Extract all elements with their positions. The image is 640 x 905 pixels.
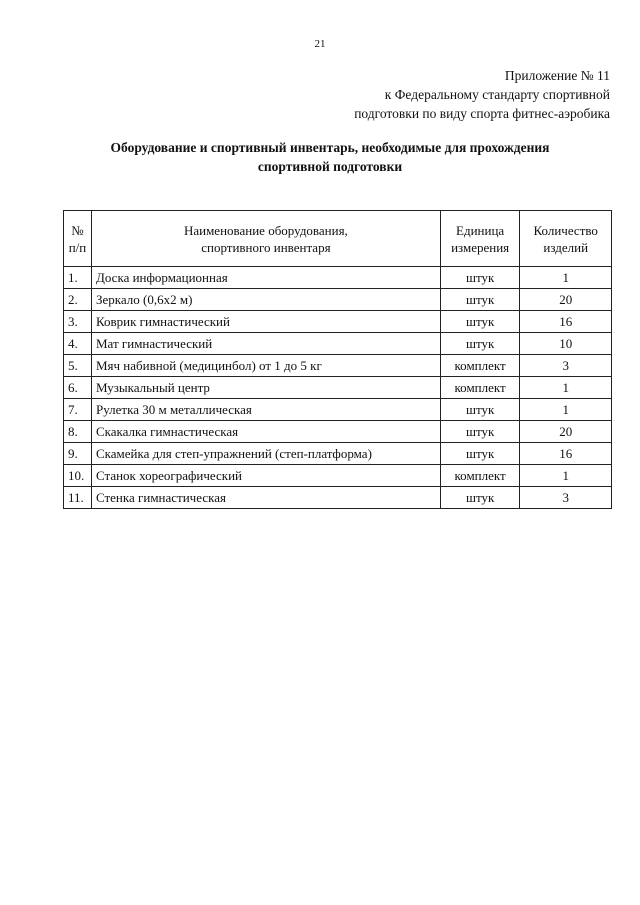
row-number: 9. <box>64 443 92 465</box>
row-unit: штук <box>440 267 520 289</box>
header-name-line-2: спортивного инвентаря <box>201 239 331 255</box>
row-name: Стенка гимнастическая <box>91 487 440 509</box>
title-line-1: Оборудование и спортивный инвентарь, необходимые для прохождения <box>110 140 550 155</box>
table-header-row <box>64 211 612 267</box>
row-unit: штук <box>440 487 520 509</box>
header-unit-line-1: Единица <box>456 222 505 238</box>
table-row <box>64 421 612 443</box>
row-unit: комплект <box>440 355 520 377</box>
table-row <box>64 487 612 509</box>
row-number: 10. <box>64 465 92 487</box>
table-row <box>64 377 612 399</box>
header-quantity-line-1: Количество <box>533 222 598 238</box>
inventory-table <box>63 210 612 509</box>
row-quantity: 10 <box>520 333 612 355</box>
row-number: 7. <box>64 399 92 421</box>
appendix-reference <box>354 66 610 123</box>
row-name: Рулетка 30 м металлическая <box>91 399 440 421</box>
row-number: 2. <box>64 289 92 311</box>
header-name <box>91 211 440 267</box>
page-number: 21 <box>314 38 326 50</box>
row-name: Зеркало (0,6х2 м) <box>91 289 440 311</box>
row-name: Скакалка гимнастическая <box>91 421 440 443</box>
row-quantity: 16 <box>520 443 612 465</box>
row-name: Станок хореографический <box>91 465 440 487</box>
row-unit: штук <box>440 421 520 443</box>
row-unit: штук <box>440 333 520 355</box>
table-row <box>64 355 612 377</box>
header-quantity-line-2: изделий <box>543 239 589 255</box>
table-row <box>64 399 612 421</box>
header-number-line-2: п/п <box>68 239 87 255</box>
table-row <box>64 311 612 333</box>
header-unit-line-2: измерения <box>451 239 510 255</box>
row-number: 8. <box>64 421 92 443</box>
header-quantity <box>520 211 612 267</box>
row-unit: комплект <box>440 465 520 487</box>
row-quantity: 3 <box>520 487 612 509</box>
row-quantity: 20 <box>520 289 612 311</box>
appendix-line-1: Приложение № 11 <box>504 68 610 83</box>
row-number: 1. <box>64 267 92 289</box>
row-name: Скамейка для степ-упражнений (степ-платформа) <box>91 443 440 465</box>
table-row <box>64 289 612 311</box>
row-name: Доска информационная <box>91 267 440 289</box>
row-number: 11. <box>64 487 92 509</box>
row-number: 4. <box>64 333 92 355</box>
header-unit <box>440 211 520 267</box>
row-name: Коврик гимнастический <box>91 311 440 333</box>
row-quantity: 16 <box>520 311 612 333</box>
row-unit: штук <box>440 311 520 333</box>
header-number <box>64 211 92 267</box>
row-quantity: 1 <box>520 267 612 289</box>
title-line-2: спортивной подготовки <box>257 159 403 174</box>
row-unit: штук <box>440 399 520 421</box>
header-name-line-1: Наименование оборудования, <box>183 222 348 238</box>
row-name: Мяч набивной (медицинбол) от 1 до 5 кг <box>91 355 440 377</box>
table-row <box>64 267 612 289</box>
row-name: Музыкальный центр <box>91 377 440 399</box>
row-unit: штук <box>440 289 520 311</box>
row-quantity: 3 <box>520 355 612 377</box>
appendix-line-2: к Федеральному стандарту спортивной <box>384 87 610 102</box>
table-row <box>64 333 612 355</box>
row-quantity: 20 <box>520 421 612 443</box>
row-name: Мат гимнастический <box>91 333 440 355</box>
row-unit: комплект <box>440 377 520 399</box>
row-number: 6. <box>64 377 92 399</box>
row-number: 3. <box>64 311 92 333</box>
table-row <box>64 443 612 465</box>
table-row <box>64 465 612 487</box>
document-title <box>60 138 600 176</box>
row-quantity: 1 <box>520 399 612 421</box>
row-quantity: 1 <box>520 377 612 399</box>
appendix-line-3: подготовки по виду спорта фитнес-аэробика <box>354 106 610 121</box>
row-number: 5. <box>64 355 92 377</box>
row-unit: штук <box>440 443 520 465</box>
header-number-line-1: № <box>71 222 84 238</box>
row-quantity: 1 <box>520 465 612 487</box>
